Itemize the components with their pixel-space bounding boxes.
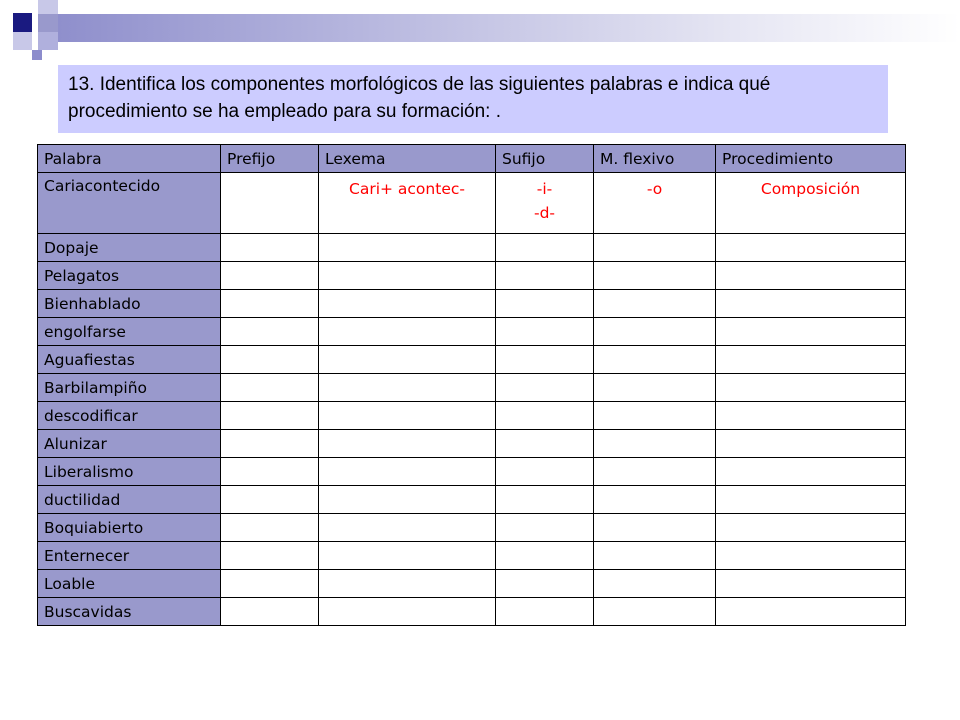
lexema-cell[interactable]	[319, 234, 496, 262]
procedimiento-cell[interactable]	[716, 318, 906, 346]
procedimiento-cell[interactable]	[716, 486, 906, 514]
decor-square-lavender	[38, 32, 58, 50]
word-cell: Enternecer	[38, 542, 221, 570]
word-cell: Liberalismo	[38, 458, 221, 486]
decor-square-light-left	[13, 32, 32, 50]
table-row	[38, 290, 906, 318]
procedimiento-cell[interactable]	[716, 542, 906, 570]
lexema-cell[interactable]	[319, 458, 496, 486]
table-row	[38, 234, 906, 262]
flexivo-cell[interactable]	[594, 402, 716, 430]
exercise-title: 13. Identifica los componentes morfológicos de las siguientes palabras e indica qué procedimiento se ha empleado para su formación: .	[58, 65, 888, 133]
word-cell: Loable	[38, 570, 221, 598]
table-row	[38, 598, 906, 626]
table-row	[38, 346, 906, 374]
procedimiento-cell[interactable]	[716, 458, 906, 486]
procedimiento-cell[interactable]	[716, 262, 906, 290]
lexema-cell[interactable]	[319, 402, 496, 430]
table-row	[38, 542, 906, 570]
procedimiento-cell[interactable]	[716, 374, 906, 402]
sufijo-cell[interactable]	[496, 262, 594, 290]
sufijo-cell[interactable]	[496, 570, 594, 598]
sufijo-cell	[496, 173, 594, 234]
procedimiento-cell: Composición	[716, 173, 906, 234]
flexivo-cell[interactable]	[594, 486, 716, 514]
word-cell: Boquiabierto	[38, 514, 221, 542]
word-cell: ductilidad	[38, 486, 221, 514]
lexema-cell[interactable]	[319, 262, 496, 290]
flexivo-cell[interactable]	[594, 598, 716, 626]
prefijo-cell[interactable]	[221, 570, 319, 598]
flexivo-cell[interactable]	[594, 290, 716, 318]
prefijo-cell[interactable]	[221, 290, 319, 318]
prefijo-cell[interactable]	[221, 262, 319, 290]
sufijo-cell[interactable]	[496, 542, 594, 570]
word-cell: Buscavidas	[38, 598, 221, 626]
flexivo-cell[interactable]	[594, 374, 716, 402]
table-row	[38, 430, 906, 458]
prefijo-cell[interactable]	[221, 374, 319, 402]
word-cell: Bienhablado	[38, 290, 221, 318]
flexivo-cell[interactable]	[594, 234, 716, 262]
morphology-table	[37, 144, 906, 626]
procedimiento-cell[interactable]	[716, 514, 906, 542]
lexema-cell[interactable]	[319, 486, 496, 514]
sufijo-cell[interactable]	[496, 374, 594, 402]
flexivo-cell[interactable]	[594, 514, 716, 542]
prefijo-cell[interactable]	[221, 318, 319, 346]
word-cell: Cariacontecido	[38, 173, 221, 234]
decor-square-light-top	[38, 0, 58, 14]
lexema-cell[interactable]	[319, 542, 496, 570]
lexema-cell[interactable]	[319, 430, 496, 458]
lexema-cell[interactable]	[319, 290, 496, 318]
procedimiento-cell[interactable]	[716, 346, 906, 374]
word-cell: Dopaje	[38, 234, 221, 262]
lexema-cell[interactable]	[319, 346, 496, 374]
flexivo-cell: -o	[594, 173, 716, 234]
prefijo-cell[interactable]	[221, 542, 319, 570]
sufijo-cell[interactable]	[496, 458, 594, 486]
table-row	[38, 514, 906, 542]
word-cell: Barbilampiño	[38, 374, 221, 402]
table-row	[38, 458, 906, 486]
sufijo-cell[interactable]	[496, 514, 594, 542]
sufijo-cell[interactable]	[496, 318, 594, 346]
prefijo-cell[interactable]	[221, 402, 319, 430]
prefijo-cell[interactable]	[221, 514, 319, 542]
decor-square-small	[32, 50, 42, 60]
procedimiento-cell[interactable]	[716, 290, 906, 318]
flexivo-cell[interactable]	[594, 346, 716, 374]
procedimiento-cell[interactable]	[716, 234, 906, 262]
lexema-cell[interactable]	[319, 318, 496, 346]
prefijo-cell	[221, 173, 319, 234]
decor-square-navy	[13, 13, 32, 32]
word-cell: engolfarse	[38, 318, 221, 346]
table-row-example	[38, 173, 906, 234]
table-row	[38, 570, 906, 598]
header-palabra: Palabra	[38, 145, 221, 173]
flexivo-cell[interactable]	[594, 430, 716, 458]
procedimiento-cell[interactable]	[716, 430, 906, 458]
header-lexema: Lexema	[319, 145, 496, 173]
lexema-cell: Cari+ acontec-	[319, 173, 496, 234]
header-gradient-bar	[58, 14, 960, 42]
table-row	[38, 402, 906, 430]
prefijo-cell[interactable]	[221, 234, 319, 262]
word-rows	[38, 234, 906, 626]
lexema-cell[interactable]	[319, 598, 496, 626]
lexema-cell[interactable]	[319, 374, 496, 402]
flexivo-cell[interactable]	[594, 458, 716, 486]
sufijo-line-2: -d-	[533, 204, 556, 222]
header-procedimiento: Procedimiento	[716, 145, 906, 173]
table-header-row	[38, 145, 906, 173]
header-sufijo: Sufijo	[496, 145, 594, 173]
prefijo-cell[interactable]	[221, 430, 319, 458]
decor-square-mid	[38, 14, 58, 32]
prefijo-cell[interactable]	[221, 486, 319, 514]
sufijo-cell[interactable]	[496, 234, 594, 262]
sufijo-cell[interactable]	[496, 346, 594, 374]
prefijo-cell[interactable]	[221, 346, 319, 374]
sufijo-cell[interactable]	[496, 598, 594, 626]
flexivo-cell[interactable]	[594, 570, 716, 598]
word-cell: Alunizar	[38, 430, 221, 458]
table-row	[38, 486, 906, 514]
sufijo-cell[interactable]	[496, 430, 594, 458]
lexema-cell[interactable]	[319, 570, 496, 598]
word-cell: Aguafiestas	[38, 346, 221, 374]
word-cell: descodificar	[38, 402, 221, 430]
flexivo-cell[interactable]	[594, 262, 716, 290]
prefijo-cell[interactable]	[221, 598, 319, 626]
table-row	[38, 318, 906, 346]
procedimiento-cell[interactable]	[716, 570, 906, 598]
word-cell: Pelagatos	[38, 262, 221, 290]
flexivo-cell[interactable]	[594, 542, 716, 570]
header-prefijo: Prefijo	[221, 145, 319, 173]
sufijo-cell[interactable]	[496, 290, 594, 318]
flexivo-cell[interactable]	[594, 318, 716, 346]
prefijo-cell[interactable]	[221, 458, 319, 486]
sufijo-line-1: -i-	[536, 180, 553, 198]
header-flexivo: M. flexivo	[594, 145, 716, 173]
lexema-cell[interactable]	[319, 514, 496, 542]
procedimiento-cell[interactable]	[716, 402, 906, 430]
table-row	[38, 374, 906, 402]
sufijo-cell[interactable]	[496, 486, 594, 514]
sufijo-cell[interactable]	[496, 402, 594, 430]
table-row	[38, 262, 906, 290]
procedimiento-cell[interactable]	[716, 598, 906, 626]
